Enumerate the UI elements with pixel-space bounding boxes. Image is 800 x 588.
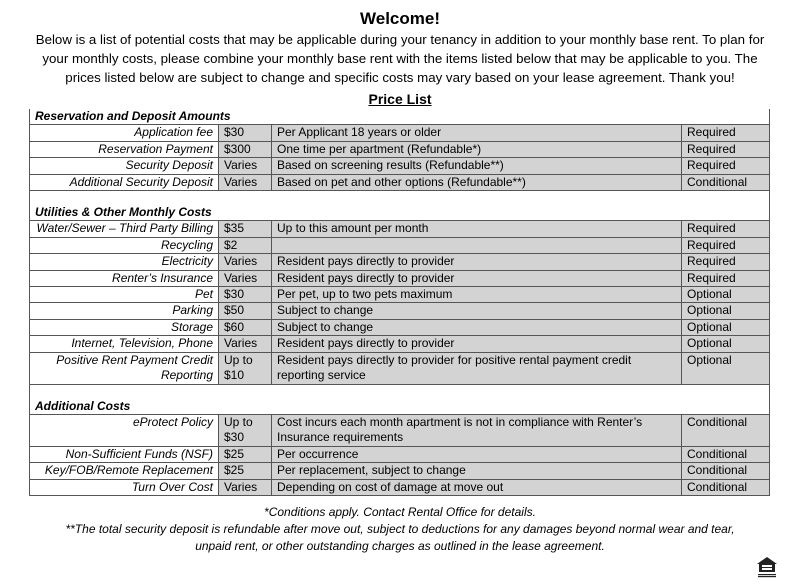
item-price: Up to $30 <box>219 414 272 446</box>
item-status: Required <box>682 254 770 270</box>
equal-housing-opportunity-icon <box>756 556 778 578</box>
item-name: Additional Security Deposit <box>30 174 219 190</box>
item-status: Conditional <box>682 463 770 479</box>
section-spacer <box>30 191 770 206</box>
item-name: Pet <box>30 287 219 303</box>
table-row <box>30 479 770 495</box>
item-status: Optional <box>682 352 770 384</box>
table-row <box>30 254 770 270</box>
item-name: Reservation Payment <box>30 141 219 157</box>
table-row <box>30 125 770 141</box>
table-row <box>30 158 770 174</box>
table-row <box>30 287 770 303</box>
spacer-cell <box>30 191 770 206</box>
item-status: Required <box>682 237 770 253</box>
item-name: Turn Over Cost <box>30 479 219 495</box>
section-title: Utilities & Other Monthly Costs <box>30 205 770 221</box>
item-description: Per Applicant 18 years or older <box>272 125 682 141</box>
section-title: Additional Costs <box>30 399 770 415</box>
item-status: Required <box>682 270 770 286</box>
footnote-deposit-line: unpaid rent, or other outstanding charges as outlined in the lease agreement. <box>195 539 605 553</box>
item-status: Optional <box>682 319 770 335</box>
item-price: $2 <box>219 237 272 253</box>
item-price: Varies <box>219 479 272 495</box>
table-row <box>30 303 770 319</box>
item-description: Resident pays directly to provider <box>272 336 682 352</box>
price-list-title: Price List <box>368 91 432 107</box>
item-price: Varies <box>219 174 272 190</box>
table-row <box>30 221 770 237</box>
item-description: Based on screening results (Refundable**) <box>272 158 682 174</box>
item-price: $25 <box>219 446 272 462</box>
item-price: Varies <box>219 270 272 286</box>
item-status: Required <box>682 125 770 141</box>
item-price: Up to $10 <box>219 352 272 384</box>
item-price: $60 <box>219 319 272 335</box>
item-price: $300 <box>219 141 272 157</box>
item-status: Required <box>682 141 770 157</box>
item-status: Optional <box>682 336 770 352</box>
item-description <box>272 237 682 253</box>
intro-paragraph <box>8 30 792 87</box>
price-list-heading <box>0 91 800 107</box>
spacer-cell <box>30 384 770 399</box>
section-header-row <box>30 205 770 221</box>
item-name: Internet, Television, Phone <box>30 336 219 352</box>
table-row <box>30 446 770 462</box>
section-spacer <box>30 384 770 399</box>
item-price: $25 <box>219 463 272 479</box>
item-price: Varies <box>219 158 272 174</box>
item-name: Security Deposit <box>30 158 219 174</box>
table-row <box>30 270 770 286</box>
item-status: Optional <box>682 303 770 319</box>
item-name: Electricity <box>30 254 219 270</box>
item-name: Parking <box>30 303 219 319</box>
item-name: Renter’s Insurance <box>30 270 219 286</box>
footnote-conditions: *Conditions apply. Contact Rental Office for details. <box>264 505 536 519</box>
table-row <box>30 174 770 190</box>
item-description: Per pet, up to two pets maximum <box>272 287 682 303</box>
item-name: Positive Rent Payment Credit Reporting <box>30 352 219 384</box>
item-status: Required <box>682 158 770 174</box>
item-status: Conditional <box>682 414 770 446</box>
table-row <box>30 237 770 253</box>
item-description: Depending on cost of damage at move out <box>272 479 682 495</box>
intro-line: your monthly costs, please combine your monthly base rent with the items listed below that may be applicable to you. The <box>42 51 758 66</box>
item-description: Up to this amount per month <box>272 221 682 237</box>
item-name: Application fee <box>30 125 219 141</box>
item-description: Resident pays directly to provider <box>272 254 682 270</box>
item-status: Optional <box>682 287 770 303</box>
item-description: Cost incurs each month apartment is not in compliance with Renter’s Insurance requirements <box>272 414 682 446</box>
item-description: Resident pays directly to provider <box>272 270 682 286</box>
item-name: Water/Sewer – Third Party Billing <box>30 221 219 237</box>
table-row <box>30 319 770 335</box>
item-status: Conditional <box>682 174 770 190</box>
item-price: Varies <box>219 254 272 270</box>
item-price: $30 <box>219 287 272 303</box>
welcome-heading: Welcome! <box>360 9 440 28</box>
item-name: Key/FOB/Remote Replacement <box>30 463 219 479</box>
table-row <box>30 414 770 446</box>
table-row <box>30 352 770 384</box>
item-price: $35 <box>219 221 272 237</box>
item-status: Required <box>682 221 770 237</box>
item-price: $30 <box>219 125 272 141</box>
price-list-table <box>29 109 770 496</box>
item-status: Conditional <box>682 479 770 495</box>
table-row <box>30 141 770 157</box>
item-name: Recycling <box>30 237 219 253</box>
table-row <box>30 336 770 352</box>
intro-line: Below is a list of potential costs that may be applicable during your tenancy in addition to your monthly base rent. To plan for <box>35 32 765 47</box>
section-title: Reservation and Deposit Amounts <box>30 109 770 125</box>
item-name: Storage <box>30 319 219 335</box>
footnote-deposit-line: **The total security deposit is refundable after move out, subject to deductions for any damages beyond normal wear and tear, <box>65 522 735 536</box>
item-price: Varies <box>219 336 272 352</box>
item-name: Non-Sufficient Funds (NSF) <box>30 446 219 462</box>
item-description: Subject to change <box>272 319 682 335</box>
item-status: Conditional <box>682 446 770 462</box>
item-description: Per replacement, subject to change <box>272 463 682 479</box>
item-price: $50 <box>219 303 272 319</box>
intro-line: prices listed below are subject to change and specific costs may vary based on your lease agreement. Thank you! <box>65 70 735 85</box>
item-description: Resident pays directly to provider for positive rental payment credit reporting service <box>272 352 682 384</box>
item-description: One time per apartment (Refundable*) <box>272 141 682 157</box>
section-header-row <box>30 109 770 125</box>
section-header-row <box>30 399 770 415</box>
item-description: Based on pet and other options (Refundable**) <box>272 174 682 190</box>
table-row <box>30 463 770 479</box>
item-name: eProtect Policy <box>30 414 219 446</box>
item-description: Per occurrence <box>272 446 682 462</box>
item-description: Subject to change <box>272 303 682 319</box>
